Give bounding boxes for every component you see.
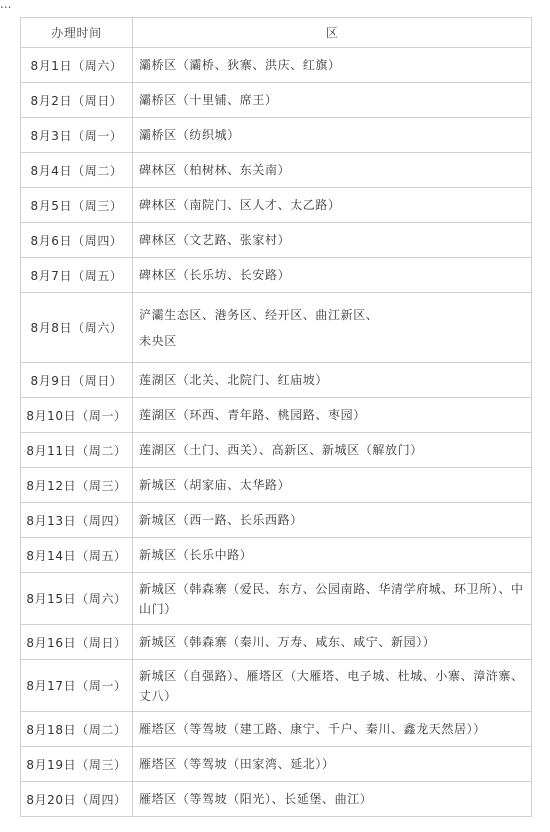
date-cell: 8月9日（周日） — [21, 363, 133, 398]
column-header-time: 办理时间 — [21, 18, 133, 48]
table-row — [21, 48, 532, 83]
table-row — [21, 503, 532, 538]
date-cell: 8月15日（周六） — [21, 573, 133, 625]
date-cell: 8月6日（周四） — [21, 223, 133, 258]
table-row — [21, 712, 532, 747]
date-cell: 8月1日（周六） — [21, 48, 133, 83]
date-cell: 8月16日（周日） — [21, 625, 133, 660]
date-cell: 8月7日（周五） — [21, 258, 133, 293]
district-cell: 莲湖区（北关、北院门、红庙坡） — [133, 363, 532, 398]
table-row — [21, 188, 532, 223]
table-row — [21, 118, 532, 153]
column-header-district: 区 — [133, 18, 532, 48]
date-cell: 8月5日（周三） — [21, 188, 133, 223]
date-cell: 8月10日（周一） — [21, 398, 133, 433]
district-line: 浐灞生态区、港务区、经开区、曲江新区、 — [139, 307, 379, 322]
district-line: 未央区 — [139, 333, 177, 348]
district-cell: 碑林区（文艺路、张家村） — [133, 223, 532, 258]
district-cell: 新城区（自强路）、雁塔区（大雁塔、电子城、杜城、小寨、漳浒寨、丈八） — [133, 660, 532, 712]
table-row — [21, 782, 532, 817]
date-cell: 8月3日（周一） — [21, 118, 133, 153]
district-cell: 碑林区（长乐坊、长安路） — [133, 258, 532, 293]
table-header-row — [21, 18, 532, 48]
date-cell: 8月18日（周二） — [21, 712, 133, 747]
table-row — [21, 153, 532, 188]
table-row — [21, 468, 532, 503]
date-cell: 8月17日（周一） — [21, 660, 133, 712]
date-cell: 8月4日（周二） — [21, 153, 133, 188]
district-cell: 莲湖区（环西、青年路、桃园路、枣园） — [133, 398, 532, 433]
district-cell: 新城区（西一路、长乐西路） — [133, 503, 532, 538]
district-cell — [133, 293, 532, 363]
table-row — [21, 625, 532, 660]
date-cell: 8月2日（周日） — [21, 83, 133, 118]
district-cell: 雁塔区（等驾坡（阳光）、长延堡、曲江） — [133, 782, 532, 817]
district-cell: 灞桥区（纺织城） — [133, 118, 532, 153]
page-header-fragment: ... — [0, 0, 12, 8]
district-cell: 莲湖区（土门、西关）、高新区、新城区（解放门） — [133, 433, 532, 468]
table-row — [21, 83, 532, 118]
district-cell: 灞桥区（十里铺、席王） — [133, 83, 532, 118]
table-row — [21, 538, 532, 573]
date-cell: 8月12日（周三） — [21, 468, 133, 503]
table-row — [21, 398, 532, 433]
table-row — [21, 660, 532, 712]
table-row — [21, 258, 532, 293]
date-cell: 8月14日（周五） — [21, 538, 133, 573]
district-cell: 新城区（韩森寨（爱民、东方、公园南路、华清学府城、环卫所）、中山门） — [133, 573, 532, 625]
table-row — [21, 433, 532, 468]
date-cell: 8月11日（周二） — [21, 433, 133, 468]
district-cell: 雁塔区（等驾坡（田家湾、延北）） — [133, 747, 532, 782]
table-row — [21, 293, 532, 363]
district-cell: 新城区（胡家庙、太华路） — [133, 468, 532, 503]
table-row — [21, 747, 532, 782]
table-row — [21, 363, 532, 398]
table-row — [21, 573, 532, 625]
district-cell: 新城区（韩森寨（秦川、万寿、咸东、咸宁、新园）） — [133, 625, 532, 660]
district-cell: 雁塔区（等驾坡（建工路、康宁、千户、秦川、鑫龙天然居）） — [133, 712, 532, 747]
date-cell: 8月13日（周四） — [21, 503, 133, 538]
date-cell: 8月19日（周三） — [21, 747, 133, 782]
date-cell: 8月8日（周六） — [21, 293, 133, 363]
district-cell: 灞桥区（灞桥、狄寨、洪庆、红旗） — [133, 48, 532, 83]
table-row — [21, 223, 532, 258]
schedule-table — [20, 17, 532, 817]
date-cell: 8月20日（周四） — [21, 782, 133, 817]
district-cell: 碑林区（柏树林、东关南） — [133, 153, 532, 188]
district-cell: 碑林区（南院门、区人才、太乙路） — [133, 188, 532, 223]
district-cell: 新城区（长乐中路） — [133, 538, 532, 573]
